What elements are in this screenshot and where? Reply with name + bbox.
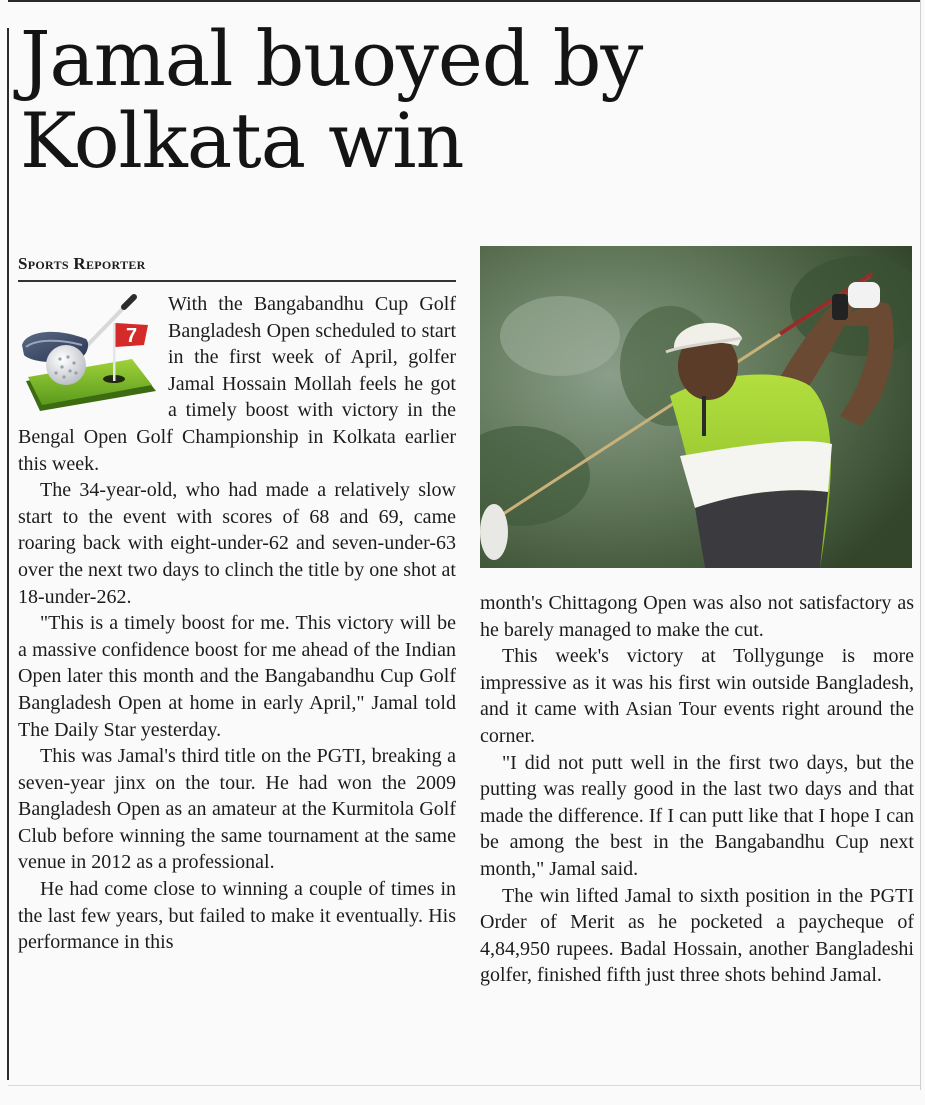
page-top-border [8, 0, 920, 2]
article-column-left [18, 291, 456, 1081]
paragraph-3: "This is a timely boost for me. This victory will be a massive confidence boost for me ahead of the Indian Open later this month and the Bangabandhu Cup Golf Bangladesh Open at home in early April," Jamal told The Daily Star yesterday. [18, 612, 456, 741]
golf-icon [18, 293, 160, 417]
byline-divider [18, 280, 456, 282]
paragraph-8: "I did not putt well in the first two days, but the putting was really good in the last two days and that made the difference. If I can putt like that I hope I can be among the best in the Bangabandhu Cup next month," Jamal said. [480, 751, 914, 880]
headline-line-2: Kolkata win [20, 96, 464, 185]
paragraph-9: The win lifted Jamal to sixth position in the PGTI Order of Merit as he pocketed a paycheque of 4,84,950 rupees. Badal Hossain, another Bangladeshi golfer, finished fifth just three shots behind Jamal. [480, 884, 914, 987]
headline-line-1: Jamal buoyed by [20, 14, 643, 103]
article-column-right [480, 590, 914, 1080]
paragraph-5: He had come close to winning a couple of times in the last few years, but failed to make it eventually. His performance in this [18, 878, 456, 954]
flag-number: 7 [126, 325, 138, 347]
page-bottom-border [8, 1085, 920, 1086]
byline: Sports Reporter [18, 254, 146, 273]
paragraph-2: The 34-year-old, who had made a relatively slow start to the event with scores of 68 and 69, came roaring back with eight-under-62 and seven-under-63 over the next two days to clinch the title by one shot at 18-under-262. [18, 479, 456, 608]
golfer-photo [480, 246, 912, 568]
paragraph-1: With the Bangabandhu Cup Golf Bangladesh Open scheduled to start in the first week of April, golfer Jamal Hossain Mollah feels he got a timely boost with victory in the Bengal Open Golf Championship in Kolkata earlier this week. [18, 293, 456, 475]
paragraph-4: This was Jamal's third title on the PGTI, breaking a seven-year jinx on the tour. He had won the 2009 Bangladesh Open as an amateur at the Kurmitola Golf Club before winning the same tournament at the same venue in 2012 as a professional. [18, 745, 456, 874]
page-right-border [920, 0, 921, 1090]
page-left-border [7, 28, 9, 1080]
paragraph-6: month's Chittagong Open was also not satisfactory as he barely managed to make the cut. [480, 592, 914, 641]
paragraph-7: This week's victory at Tollygunge is more impressive as it was his first win outside Bangladesh, and it came with Asian Tour events right around the corner. [480, 645, 914, 747]
headline [20, 14, 910, 185]
